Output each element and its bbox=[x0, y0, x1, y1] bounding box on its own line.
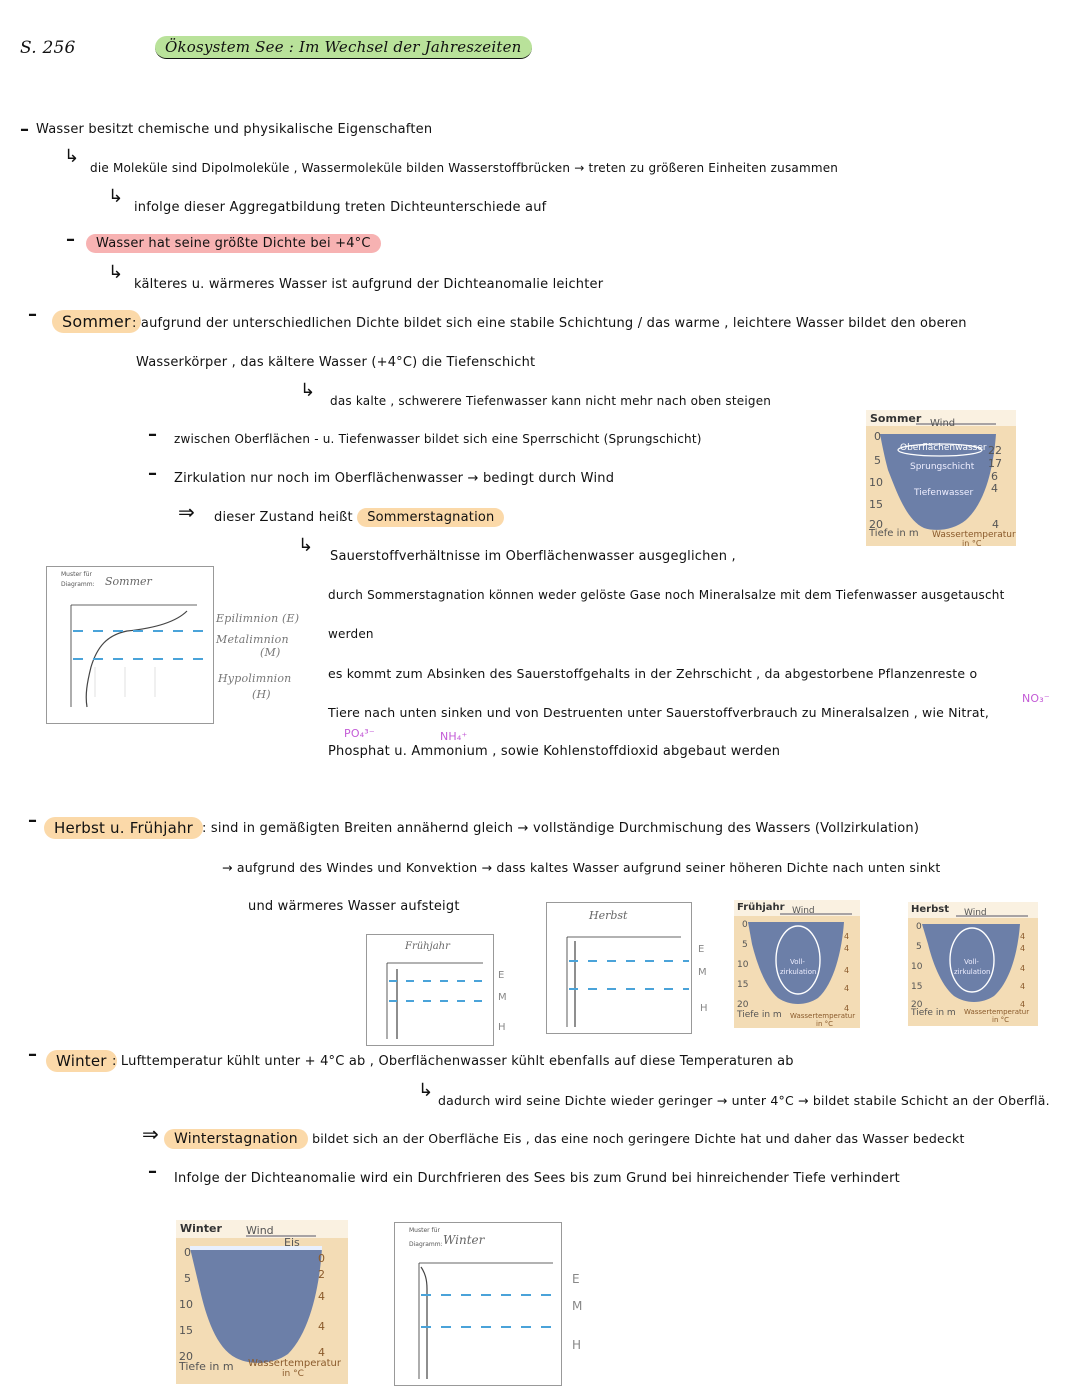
hook-arrow-icon: ↳ bbox=[300, 380, 316, 401]
fig-spring-temp-1: 4 bbox=[844, 932, 850, 941]
fig-summer-wind: Wind bbox=[930, 418, 956, 429]
fig-spring-temp-label: Wassertemperatur bbox=[790, 1012, 856, 1020]
fig-winter-depth-20: 20 bbox=[179, 1350, 193, 1363]
fig-spring-temp-4: 4 bbox=[844, 984, 850, 993]
epilimnion-label: Epilimnion (E) bbox=[216, 612, 300, 625]
fig-autumn-depth-0: 0 bbox=[916, 922, 922, 932]
spring-lake-figure bbox=[734, 900, 860, 1028]
autumn-diagram bbox=[546, 902, 692, 1034]
bullet-dash: – bbox=[28, 304, 37, 325]
fig-spring-circ: Voll- bbox=[790, 958, 805, 966]
fig-summer-jump: Sprungschicht bbox=[910, 462, 975, 472]
winter-label-wrap bbox=[46, 1052, 117, 1070]
fig-spring-depth-label: Tiefe in m bbox=[737, 1010, 782, 1020]
spring-E: E bbox=[498, 970, 505, 981]
fig-autumn-temp-label: Wassertemperatur bbox=[964, 1008, 1030, 1016]
spring-diagram bbox=[366, 934, 494, 1046]
fig-autumn-depth-15: 15 bbox=[911, 982, 923, 992]
winter-diagram bbox=[394, 1222, 562, 1386]
winter-stagnation-highlight: Winterstagnation bbox=[164, 1129, 308, 1149]
fig-summer-title: Sommer bbox=[870, 412, 922, 425]
fig-spring-depth-15: 15 bbox=[737, 980, 749, 990]
winter-diagram-master: Muster für bbox=[409, 1227, 440, 1234]
hook-arrow-icon: ↳ bbox=[108, 262, 124, 283]
fig-summer-temp-label: Wassertemperatur bbox=[932, 530, 1016, 540]
fig-spring-title: Frühjahr bbox=[737, 902, 785, 913]
fig-spring-depth-10: 10 bbox=[737, 960, 749, 970]
fig-autumn-depth-5: 5 bbox=[916, 942, 922, 952]
hypolimnion-abbr: (H) bbox=[252, 688, 271, 701]
fig-summer-temp-22: 22 bbox=[988, 444, 1002, 457]
winter-lake-figure bbox=[176, 1220, 348, 1384]
fig-autumn-temp-3: 4 bbox=[1020, 964, 1026, 973]
implies-arrow-icon: ⇒ bbox=[142, 1122, 159, 1146]
fig-spring-temp-unit: in °C bbox=[816, 1020, 833, 1028]
page-title bbox=[155, 38, 532, 56]
spring-diagram-title: Frühjahr bbox=[405, 941, 450, 952]
fig-autumn-temp-unit: in °C bbox=[992, 1016, 1009, 1024]
fig-autumn-temp-5: 4 bbox=[1020, 1000, 1026, 1009]
autumn-M: M bbox=[698, 967, 707, 978]
spring-M: M bbox=[498, 992, 507, 1003]
summer-stagnation-highlight: Sommerstagnation bbox=[357, 508, 504, 527]
page-title-text: Ökosystem See : Im Wechsel der Jahreszeiten bbox=[155, 36, 532, 59]
fig-summer-temp-17: 17 bbox=[988, 457, 1002, 470]
summer-line-10: es kommt zum Absinken des Sauerstoffgehalts in der Zehrschicht , da abgestorbene Pflanzenreste o bbox=[328, 666, 978, 681]
summer-diagram-diag: Diagramm: bbox=[61, 581, 95, 588]
summer-line-7: Sauerstoffverhältnisse im Oberflächenwasser ausgeglichen , bbox=[330, 549, 736, 564]
winter-line-4: Infolge der Dichteanomalie wird ein Durchfrieren des Sees bis zum Grund bei hinreichender Tiefe verhindert bbox=[174, 1171, 900, 1186]
fig-summer-depth-20: 20 bbox=[869, 518, 883, 531]
fig-summer-temp-4b: 4 bbox=[992, 518, 999, 531]
fig-summer-depth-5: 5 bbox=[874, 454, 881, 467]
summer-line-8: durch Sommerstagnation können weder gelöste Gase noch Mineralsalze mit dem Tiefenwasser ausgetauscht bbox=[328, 588, 1005, 602]
fig-summer-surface: Oberflächenwasser bbox=[900, 443, 987, 453]
fig-autumn-temp-4: 4 bbox=[1020, 982, 1026, 991]
fig-autumn-temp-2: 4 bbox=[1020, 944, 1026, 953]
fig-spring-circ2: zirkulation bbox=[780, 968, 817, 976]
intro-line-5: kälteres u. wärmeres Wasser ist aufgrund der Dichteanomalie leichter bbox=[134, 277, 604, 292]
density-highlight: Wasser hat seine größte Dichte bei +4°C bbox=[86, 234, 381, 253]
autumn-H: H bbox=[700, 1003, 708, 1014]
hook-arrow-icon: ↳ bbox=[418, 1080, 434, 1101]
hook-arrow-icon: ↳ bbox=[108, 186, 124, 207]
summer-diagram bbox=[46, 566, 214, 724]
summer-line-5: Zirkulation nur noch im Oberflächenwasser → bedingt durch Wind bbox=[174, 471, 615, 486]
winter-line-1: : Lufttemperatur kühlt unter + 4°C ab , Oberflächenwasser kühlt ebenfalls auf diese Temperaturen ab bbox=[112, 1054, 794, 1069]
summer-line-6a: dieser Zustand heißt bbox=[214, 510, 353, 525]
bullet-dash: – bbox=[66, 229, 75, 250]
fig-summer-temp-4a: 4 bbox=[991, 482, 998, 495]
winter-line-2: dadurch wird seine Dichte wieder geringer → unter 4°C → bildet stabile Schicht an der Oberflä. bbox=[438, 1093, 1050, 1108]
autumn-E: E bbox=[698, 944, 705, 955]
fig-summer-temp-unit: in °C bbox=[962, 539, 982, 548]
fig-summer-depth-10: 10 bbox=[869, 476, 883, 489]
autumn-label: Herbst u. Frühjahr bbox=[44, 817, 203, 839]
fig-summer-temp-6: 6 bbox=[991, 470, 998, 483]
fig-summer-depth-0: 0 bbox=[874, 430, 881, 443]
summer-diagram-title: Sommer bbox=[105, 575, 152, 588]
fig-spring-depth-5: 5 bbox=[742, 940, 748, 950]
fig-spring-wind: Wind bbox=[792, 906, 815, 916]
winter-E: E bbox=[572, 1272, 580, 1286]
spring-H: H bbox=[498, 1022, 506, 1033]
fig-winter-temp-2: 2 bbox=[318, 1268, 325, 1281]
fig-winter-temp-0: 0 bbox=[318, 1252, 325, 1265]
fig-autumn-circ: Voll- bbox=[964, 958, 979, 966]
fig-winter-temp-4c: 4 bbox=[318, 1346, 325, 1359]
summer-label: Sommer bbox=[52, 310, 141, 333]
bullet-dash: – bbox=[20, 119, 29, 140]
winter-diagram-diag: Diagramm: bbox=[409, 1241, 443, 1248]
winter-M: M bbox=[572, 1299, 583, 1313]
summer-diagram-master: Muster für bbox=[61, 571, 92, 578]
bullet-dash: – bbox=[28, 810, 37, 831]
autumn-line-2: → aufgrund des Windes und Konvektion → dass kaltes Wasser aufgrund seiner höheren Dichte nach unten sinkt bbox=[222, 860, 941, 875]
fig-winter-depth-label: Tiefe in m bbox=[179, 1360, 234, 1373]
bullet-dash: – bbox=[148, 463, 157, 484]
fig-autumn-circ2: zirkulation bbox=[954, 968, 991, 976]
summer-line-1: : aufgrund der unterschiedlichen Dichte bildet sich eine stabile Schichtung / das warme , leichtere Wasser bildet den oberen bbox=[132, 316, 967, 331]
winter-line-3b: bildet sich an der Oberfläche Eis , das eine noch geringere Dichte hat und daher das Wasser bedeckt bbox=[312, 1131, 965, 1146]
chem-ammonium: NH₄⁺ bbox=[440, 730, 468, 743]
chem-nitrate: NO₃⁻ bbox=[1022, 692, 1050, 705]
intro-line-2: die Moleküle sind Dipolmoleküle , Wassermoleküle bilden Wasserstoffbrücken → treten zu größeren Einheiten zusammen bbox=[90, 161, 839, 175]
summer-label-wrap bbox=[52, 312, 141, 331]
bullet-dash: – bbox=[28, 1044, 37, 1065]
summer-lake-figure bbox=[866, 410, 1016, 546]
intro-line-1: Wasser besitzt chemische und physikalische Eigenschaften bbox=[36, 122, 433, 137]
autumn-label-wrap bbox=[44, 819, 203, 837]
intro-line-3: infolge dieser Aggregatbildung treten Dichteunterschiede auf bbox=[134, 200, 547, 215]
fig-spring-temp-3: 4 bbox=[844, 966, 850, 975]
intro-line-4-wrap bbox=[86, 236, 381, 251]
fig-winter-temp-label: Wassertemperatur bbox=[248, 1358, 341, 1369]
fig-spring-depth-0: 0 bbox=[742, 920, 748, 930]
autumn-line-3: und wärmeres Wasser aufsteigt bbox=[248, 899, 460, 914]
summer-line-2: Wasserkörper , das kältere Wasser (+4°C) die Tiefenschicht bbox=[136, 355, 536, 370]
hook-arrow-icon: ↳ bbox=[64, 146, 80, 167]
summer-line-4: zwischen Oberflächen - u. Tiefenwasser bildet sich eine Sperrschicht (Sprungschicht) bbox=[174, 432, 702, 446]
fig-winter-temp-unit: in °C bbox=[282, 1369, 304, 1379]
autumn-diagram-title: Herbst bbox=[589, 909, 628, 922]
winter-H: H bbox=[572, 1338, 582, 1352]
fig-winter-depth-5: 5 bbox=[184, 1272, 191, 1285]
page-reference: S. 256 bbox=[20, 38, 76, 58]
fig-winter-wind: Wind bbox=[246, 1224, 274, 1237]
fig-winter-title: Winter bbox=[180, 1222, 222, 1235]
bullet-dash: – bbox=[148, 1161, 157, 1182]
fig-spring-temp-5: 4 bbox=[844, 1004, 850, 1013]
chem-phosphate: PO₄³⁻ bbox=[344, 727, 375, 740]
fig-summer-deep: Tiefenwasser bbox=[914, 488, 974, 498]
autumn-line-1: : sind in gemäßigten Breiten annähernd gleich → vollständige Durchmischung des Wassers (Vollzirkulation) bbox=[202, 821, 920, 836]
fig-autumn-temp-1: 4 bbox=[1020, 932, 1026, 941]
fig-summer-depth-15: 15 bbox=[869, 498, 883, 511]
fig-autumn-depth-10: 10 bbox=[911, 962, 923, 972]
autumn-lake-figure bbox=[908, 902, 1038, 1026]
metalimnion-abbr: (M) bbox=[260, 646, 281, 659]
fig-autumn-wind: Wind bbox=[964, 908, 987, 918]
fig-spring-temp-2: 4 bbox=[844, 944, 850, 953]
winter-line-3 bbox=[164, 1131, 965, 1147]
hook-arrow-icon: ↳ bbox=[298, 535, 314, 556]
fig-winter-depth-0: 0 bbox=[184, 1246, 191, 1259]
implies-arrow-icon: ⇒ bbox=[178, 500, 195, 524]
summer-line-12: Phosphat u. Ammonium , sowie Kohlenstoffdioxid abgebaut werden bbox=[328, 744, 781, 759]
summer-line-6 bbox=[214, 510, 504, 525]
fig-winter-temp-4a: 4 bbox=[318, 1290, 325, 1303]
summer-line-3: das kalte , schwerere Tiefenwasser kann nicht mehr nach oben steigen bbox=[330, 394, 772, 408]
hypolimnion-label: Hypolimnion bbox=[218, 672, 292, 685]
fig-spring-depth-20: 20 bbox=[737, 1000, 749, 1010]
summer-line-9: werden bbox=[328, 627, 374, 641]
fig-summer-depth-label: Tiefe in m bbox=[869, 528, 919, 539]
fig-winter-ice: Eis bbox=[284, 1236, 300, 1249]
fig-autumn-title: Herbst bbox=[911, 904, 949, 915]
winter-label: Winter bbox=[46, 1050, 117, 1072]
winter-diagram-title: Winter bbox=[443, 1233, 485, 1247]
fig-autumn-depth-20: 20 bbox=[911, 1000, 923, 1010]
fig-winter-depth-15: 15 bbox=[179, 1324, 193, 1337]
metalimnion-label: Metalimnion bbox=[216, 633, 289, 646]
fig-autumn-depth-label: Tiefe in m bbox=[911, 1008, 956, 1018]
fig-winter-depth-10: 10 bbox=[179, 1298, 193, 1311]
fig-winter-temp-4b: 4 bbox=[318, 1320, 325, 1333]
summer-line-11: Tiere nach unten sinken und von Destruenten unter Sauerstoffverbrauch zu Mineralsalzen , wie Nitrat, bbox=[328, 705, 990, 720]
bullet-dash: – bbox=[148, 424, 157, 445]
